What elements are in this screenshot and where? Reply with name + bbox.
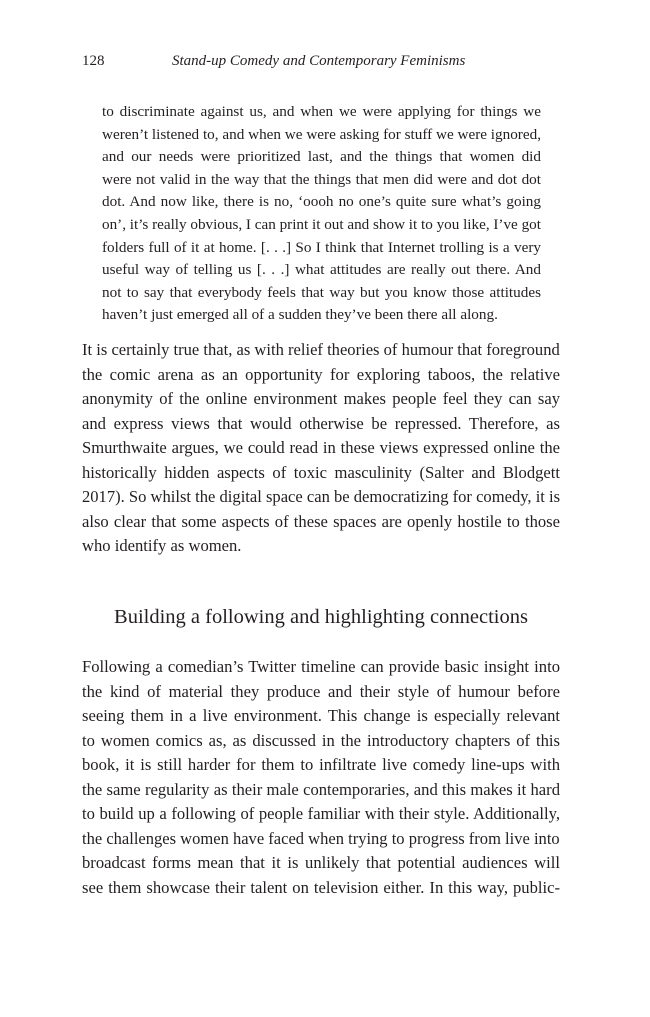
block-quote-line: on’, it’s really obvious, I can print it out and show it to you like, I’ve got [102, 215, 541, 233]
running-title: Stand-up Comedy and Contemporary Feminisms [172, 53, 466, 69]
paragraph-line: the kind of material they produce and their style of humour before [82, 681, 560, 701]
block-quote-line: useful way of telling us [. . .] what attitudes are really out there. And [102, 261, 541, 279]
running-head [82, 50, 562, 72]
block-quote-line: folders full of it at home. [. . .] So I think that Internet trolling is a very [102, 238, 541, 256]
block-quote-line: dot. And now like, there is no, ‘oooh no one’s quite sure what’s going [102, 193, 541, 211]
paragraph-line: Smurthwaite argues, we could read in these views expressed online the [82, 438, 560, 457]
paragraph-line: It is certainly true that, as with relief theories of humour that foreground [82, 340, 560, 359]
paragraph-line: to build up a following of people familiar with their style. Additionally, [82, 804, 560, 823]
paragraph-line: historically hidden aspects of toxic masculinity (Salter and Blodgett [82, 462, 560, 482]
paragraph-line: the challenges women have faced when trying to progress from live into [82, 828, 560, 848]
paragraph-line: broadcast forms mean that it is unlikely that potential audiences will [82, 853, 560, 872]
paragraph-line: to women comics as, as discussed in the introductory chapters of this [82, 730, 560, 750]
page-number: 128 [82, 53, 105, 69]
paragraph-line: book, it is still harder for them to infiltrate live comedy line-ups with [82, 755, 560, 774]
block-quote-line: weren’t listened to, and when we were asking for stuff we were ignored, [102, 125, 541, 143]
body-paragraph [82, 655, 560, 900]
paragraph-line: the comic arena as an opportunity for exploring taboos, the relative [82, 364, 560, 384]
block-quote-line: to discriminate against us, and when we were applying for things we [102, 103, 541, 120]
paragraph-line: see them showcase their talent on television either. In this way, public- [82, 877, 560, 897]
block-quote-line: not to say that everybody feels that way but you know those attitudes [102, 283, 541, 301]
paragraph-line: and express views that would otherwise be repressed. Therefore, as [82, 413, 560, 433]
block-quote-line: were not valid in the way that the things that men did were and dot dot [102, 170, 541, 188]
paragraph-line: Following a comedian’s Twitter timeline can provide basic insight into [82, 657, 560, 676]
paragraph-line: the same regularity as their male contemporaries, and this makes it hard [82, 779, 560, 799]
paragraph-line: anonymity of the online environment makes people feel they can say [82, 389, 560, 408]
block-quote [102, 101, 541, 327]
paragraph-line: also clear that some aspects of these spaces are openly hostile to those [82, 511, 560, 531]
section-heading: Building a following and highlighting connections [114, 606, 528, 628]
paragraph-line: who identify as women. [82, 536, 242, 555]
block-quote-line: and our needs were prioritized last, and the things that women did [102, 148, 541, 166]
paragraph-line: 2017). So whilst the digital space can be democratizing for comedy, it is [82, 487, 561, 506]
block-quote-line: haven’t just emerged all of a sudden they’ve been there all along. [102, 306, 498, 324]
paragraph-line: seeing them in a live environment. This change is especially relevant [82, 706, 560, 725]
body-paragraph [82, 338, 560, 559]
